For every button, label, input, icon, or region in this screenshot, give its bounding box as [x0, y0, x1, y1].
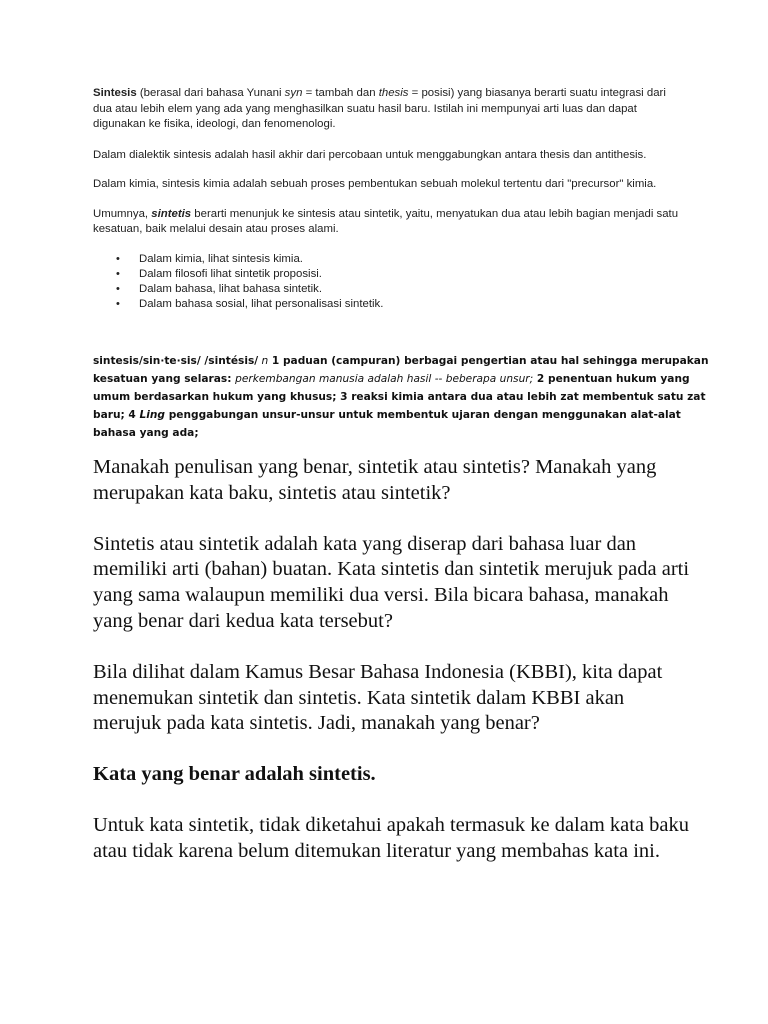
article-body	[93, 455, 693, 890]
kbbi-example: perkembangan manusia adalah hasil -- beberapa unsur;	[235, 372, 534, 385]
kbbi-label-ling: Ling	[139, 408, 165, 421]
term-thesis: thesis	[378, 87, 409, 99]
text-fragment: (berasal dari bahasa Yunani	[136, 87, 285, 99]
paragraph-question: Manakah penulisan yang benar, sintetik atau sintetis? Manakah yang merupakan kata baku, sintetis atau sintetik?	[93, 456, 657, 504]
text-fragment: = tambah dan	[302, 87, 379, 99]
kbbi-entry	[93, 353, 713, 443]
text-fragment: berarti menunjuk ke sintesis atau sintetik, yaitu, menyatukan dua atau lebih bagian menjadi satu kesatuan, baik melalui desain atau proses alami.	[93, 207, 679, 235]
bullet-list	[93, 252, 683, 312]
wiki-excerpt	[93, 86, 683, 326]
paragraph-sintesis-definition	[93, 86, 683, 133]
text-fragment: Umumnya,	[93, 207, 152, 220]
paragraph-kimia: Dalam kimia, sintesis kimia adalah sebuah proses pembentukan sebuah molekul tertentu dari "precursor" kimia.	[93, 178, 657, 190]
kbbi-definition-1: 1 paduan (campuran) berbagai pengertian atau hal sehingga merupakan kesatuan yang selaras:	[93, 355, 709, 385]
paragraph-conclusion: Untuk kata sintetik, tidak diketahui apakah termasuk ke dalam kata baku atau tidak karena belum ditemukan literatur yang membahas kata ini.	[93, 813, 690, 862]
paragraph-explanation: Sintetis atau sintetik adalah kata yang diserap dari bahasa luar dan memiliki arti (bahan) buatan. Kata sintetis dan sintetik merujuk pada arti yang sama walaupun memiliki dua versi. Bila bicara bahasa, manakah yang benar dari kedua kata tersebut?	[93, 532, 690, 632]
list-item: • Dalam bahasa, lihat bahasa sintetik.	[139, 282, 683, 297]
paragraph-kbbi: Bila dilihat dalam Kamus Besar Bahasa Indonesia (KBBI), kita dapat menemukan sintetik dan sintetis. Kata sintetik dalam KBBI akan merujuk pada kata sintetis. Jadi, manakah yang benar?	[93, 660, 663, 735]
term-syn: syn	[284, 87, 303, 99]
list-item: • Dalam bahasa sosial, lihat personalisasi sintetik.	[139, 297, 683, 312]
paragraph-answer: Kata yang benar adalah sintetis.	[93, 763, 376, 786]
term-sintesis: Sintesis	[93, 87, 137, 99]
paragraph-dialektik: Dalam dialektik sintesis adalah hasil akhir dari percobaan untuk menggabungkan antara thesis dan antithesis.	[93, 148, 647, 161]
list-item: • Dalam kimia, lihat sintesis kimia.	[139, 252, 683, 267]
list-item: • Dalam filosofi lihat sintetik proposisi.	[139, 267, 683, 282]
kbbi-definition-2-4: 2 penentuan hukum yang umum berdasarkan hukum yang khusus; 3 reaksi kimia antara dua atau lebih zat membentuk satu zat baru; 4	[93, 372, 706, 421]
term-sintetis: sintetis	[151, 207, 192, 220]
kbbi-part-of-speech: n	[258, 355, 269, 367]
kbbi-definition-4: penggabungan unsur-unsur untuk membentuk ujaran dengan menggunakan alat-alat bahasa yang ada;	[93, 408, 681, 439]
paragraph-umumnya	[93, 207, 683, 238]
kbbi-headword: sintesis/sin·te·sis/ /sintésis/	[93, 355, 259, 367]
text-fragment: = posisi) yang biasanya berarti suatu integrasi dari dua atau lebih elem yang ada yang menghasilkan suatu hasil baru. Istilah ini mempunyai arti luas dan dapat digunakan ke fisika, ideologi, dan fenomenologi.	[93, 87, 666, 130]
